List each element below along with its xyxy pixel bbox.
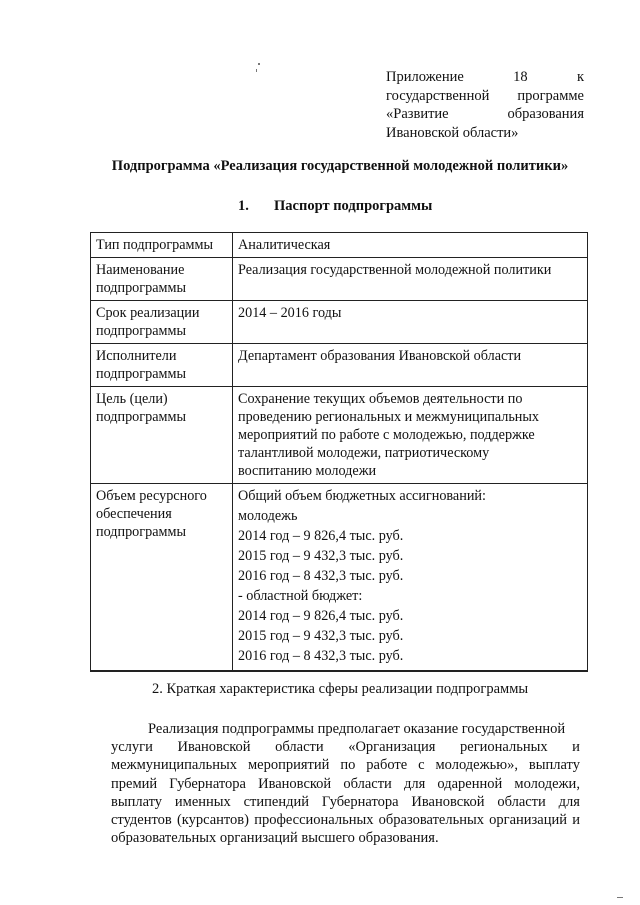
paragraph-line: межмуниципальных мероприятий по работе с молодежью», выплату — [111, 757, 580, 774]
subprogram-title: Подпрограмма «Реализация государственной молодежной политики» — [111, 158, 569, 174]
passport-number: 1. — [238, 198, 249, 214]
passport-title: Паспорт подпрограммы — [274, 198, 433, 214]
passport-row-value: Общий объем бюджетных ассигнований: молодежь 2014 год – 9 826,4 тыс. руб. 2015 год – 9 432,3 тыс. руб. 2016 год – 8 432,3 тыс. руб. - областной бюджет: 2014 год – 9 826,4 тыс. руб. 2015 год – 9 432,3 тыс. руб. 2016 год – 8 432,3 тыс. руб. — [233, 484, 588, 672]
passport-heading — [238, 198, 432, 215]
passport-row — [91, 484, 588, 672]
section-2-title: 2. Краткая характеристика сферы реализации подпрограммы — [152, 681, 529, 697]
scan-speck — [256, 69, 257, 72]
paragraph-line: выплату именных стипендий Губернатора Ивановской области для — [111, 793, 580, 810]
passport-row — [91, 258, 588, 301]
appendix-note — [386, 68, 584, 142]
passport-row-label: Исполнители подпрограммы — [91, 344, 233, 387]
appendix-line: Приложение 18 к — [386, 69, 584, 85]
paragraph-line: Реализация подпрограммы предполагает оказание государственной — [148, 721, 566, 737]
paragraph-line: образовательных организаций высшего образования. — [111, 830, 439, 847]
passport-row — [91, 301, 588, 344]
passport-row — [91, 344, 588, 387]
appendix-line: государственной программе — [386, 87, 584, 104]
paragraph-line: премий Губернатора Ивановской области для одаренной молодежи, — [111, 775, 580, 792]
scan-speck — [617, 897, 623, 898]
passport-row-label: Наименование подпрограммы — [91, 258, 233, 301]
passport-row-label: Срок реализации подпрограммы — [91, 301, 233, 344]
scan-speck — [258, 63, 260, 65]
appendix-line: Ивановской области» — [386, 124, 519, 141]
passport-table — [90, 232, 588, 672]
passport-row-label: Цель (цели) подпрограммы — [91, 387, 233, 484]
paragraph-line: студентов (курсантов) профессиональных образовательных организаций и — [111, 812, 580, 829]
passport-row — [91, 233, 588, 258]
passport-row-label: Тип подпрограммы — [91, 233, 233, 258]
passport-row-label: Объем ресурсного обеспечения подпрограммы — [91, 484, 233, 672]
passport-row-value: Департамент образования Ивановской области — [233, 344, 588, 387]
passport-row-value: Аналитическая — [233, 233, 588, 258]
appendix-line: «Развитие образования — [386, 106, 584, 122]
paragraph-line: услуги Ивановской области «Организация региональных и — [111, 739, 580, 756]
passport-row — [91, 387, 588, 484]
section-2-paragraph — [111, 720, 580, 847]
passport-row-value: 2014 – 2016 годы — [233, 301, 588, 344]
passport-row-value: Сохранение текущих объемов деятельности по проведению региональных и межмуниципальных мероприятий по работе с молодежью, поддержке талантливой молодежи, патриотическому воспитанию молодежи — [233, 387, 588, 484]
passport-row-value: Реализация государственной молодежной политики — [233, 258, 588, 301]
